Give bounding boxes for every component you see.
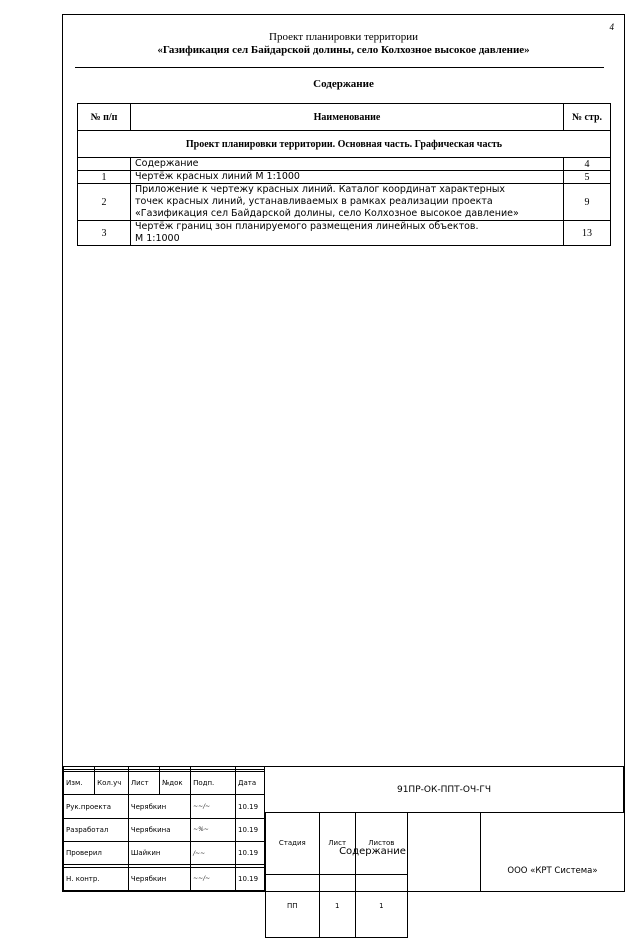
signature: ~~/~ bbox=[191, 795, 236, 818]
col-name-header: Наименование bbox=[131, 104, 564, 131]
stamp-person-row: Н. контр. Черябкин ~~/~ 10.19 bbox=[64, 867, 265, 890]
stamp-col-izm: Изм. bbox=[64, 772, 95, 795]
stamp-col-podp: Подп. bbox=[191, 772, 236, 795]
table-row bbox=[78, 221, 611, 246]
doc-code: 91ПР-ОК-ППТ-ОЧ-ГЧ bbox=[396, 785, 492, 795]
stamp-col-data: Дата bbox=[236, 772, 265, 795]
sheets-label: Листов bbox=[355, 813, 407, 874]
sheets-value: 1 bbox=[355, 874, 407, 937]
row-page: 9 bbox=[564, 184, 611, 221]
title-block-right bbox=[265, 766, 624, 910]
table-header-row bbox=[78, 104, 611, 131]
header-line-2: «Газификация сел Байдарской долины, село Колхозное высокое давление» bbox=[157, 44, 530, 56]
header-divider bbox=[75, 67, 604, 68]
contents-title: Содержание bbox=[313, 78, 374, 90]
drawing-frame bbox=[62, 14, 625, 910]
col-page-header: № стр. bbox=[564, 104, 611, 131]
page-number: 4 bbox=[609, 22, 614, 32]
stamp-col-ndok: №док bbox=[159, 772, 190, 795]
signature: ~~/~ bbox=[191, 867, 236, 890]
sheet-value: 1 bbox=[319, 874, 355, 937]
row-num bbox=[78, 158, 131, 171]
row-num: 1 bbox=[78, 171, 131, 184]
signature: /~~ bbox=[191, 841, 236, 864]
stage-label: Стадия bbox=[266, 813, 320, 874]
row-page: 5 bbox=[564, 171, 611, 184]
section-row bbox=[78, 131, 611, 158]
organization: ООО «КРТ Система» bbox=[507, 866, 598, 876]
signature: ~%~ bbox=[191, 818, 236, 841]
header-line-1: Проект планировки территории bbox=[269, 31, 418, 43]
title-block bbox=[63, 766, 624, 910]
contents-table bbox=[77, 103, 611, 246]
title-block-left bbox=[63, 766, 265, 891]
stamp-col-kol: Кол.уч bbox=[95, 772, 129, 795]
stamp-col-list: Лист bbox=[128, 772, 159, 795]
stamp-person-row: Проверил Шайкин /~~ 10.19 bbox=[64, 841, 265, 864]
stamp-header-row bbox=[64, 772, 265, 795]
sheet-title: Содержание bbox=[339, 846, 406, 857]
table-row bbox=[78, 184, 611, 221]
row-num: 3 bbox=[78, 221, 131, 246]
col-num-header: № п/п bbox=[78, 104, 131, 131]
row-name: Чертёж границ зон планируемого размещения линейных объектов. М 1:1000 bbox=[131, 221, 564, 246]
sheet-label: Лист bbox=[319, 813, 355, 874]
table-row bbox=[78, 171, 611, 184]
row-name: Содержание bbox=[131, 158, 564, 171]
doc-code-box bbox=[265, 766, 624, 813]
row-name: Чертёж красных линий М 1:1000 bbox=[131, 171, 564, 184]
stage-value: ПП bbox=[266, 874, 320, 937]
table-row bbox=[78, 158, 611, 171]
row-name: Приложение к чертежу красных линий. Каталог координат характерных точек красных линий, устанавливаемых в рамках реализации проекта «Газификация сел Байдарской долины, село Колхозное высокое давление» bbox=[131, 184, 564, 221]
section-title: Проект планировки территории. Основная часть. Графическая часть bbox=[78, 131, 611, 158]
row-num: 2 bbox=[78, 184, 131, 221]
stamp-person-row: Рук.проекта Черябкин ~~/~ 10.19 bbox=[64, 795, 265, 818]
row-page: 4 bbox=[564, 158, 611, 171]
row-page: 13 bbox=[564, 221, 611, 246]
stamp-person-row: Разработал Черябкина ~%~ 10.19 bbox=[64, 818, 265, 841]
stage-table bbox=[265, 813, 408, 938]
